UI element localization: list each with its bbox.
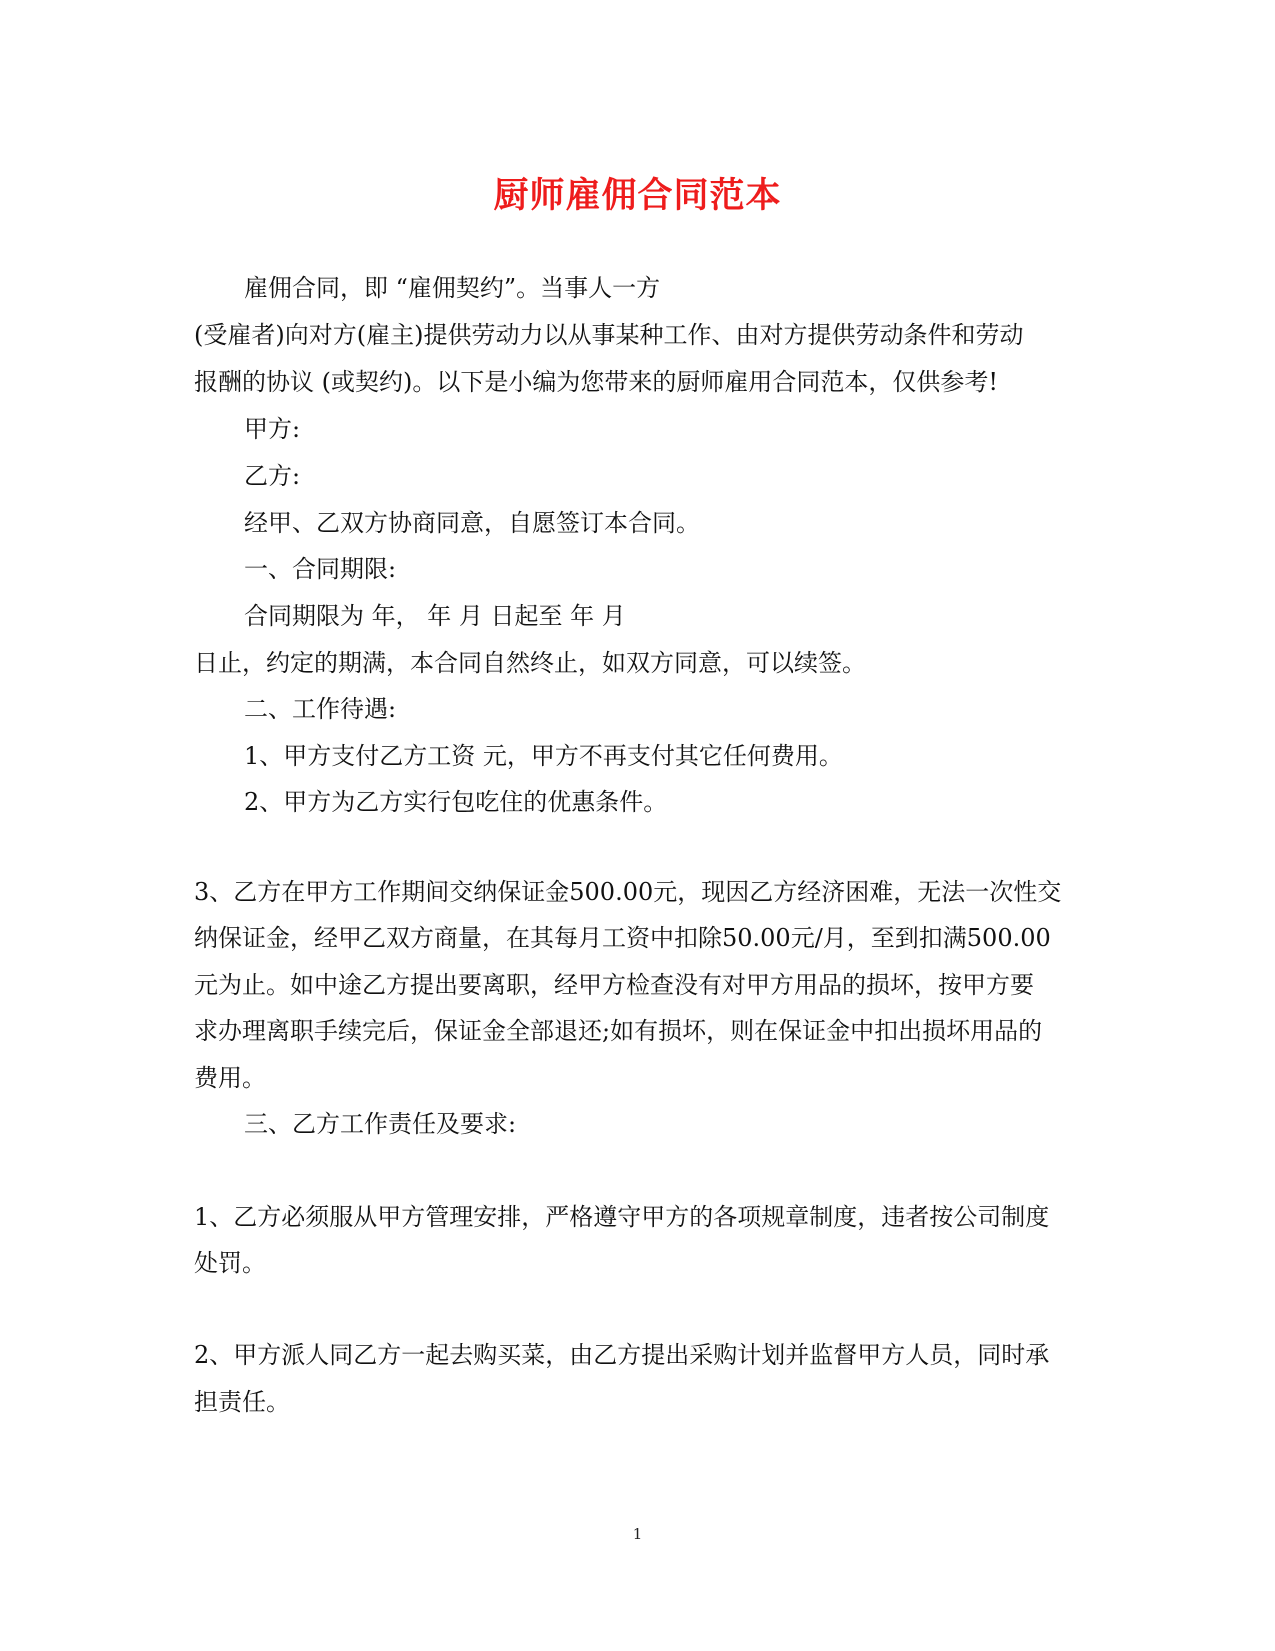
- paragraph-line: 报酬的协议 (或契约)。以下是小编为您带来的厨师雇用合同范本，仅供参考!: [194, 368, 998, 396]
- paragraph-line: 3、乙方在甲方工作期间交纳保证金500.00元，现因乙方经济困难，无法一次性交: [194, 878, 1062, 906]
- paragraph-line: 2、甲方为乙方实行包吃住的优惠条件。: [244, 788, 668, 816]
- section-heading: 一、合同期限:: [244, 555, 397, 583]
- paragraph-line: 求办理离职手续完后，保证金全部退还;如有损坏，则在保证金中扣出损坏用品的: [194, 1017, 1043, 1045]
- paragraph-line: 1、甲方支付乙方工资 元，甲方不再支付其它任何费用。: [244, 742, 843, 770]
- paragraph-line: 担责任。: [194, 1388, 290, 1416]
- paragraph-line: 雇佣合同，即 “雇佣契约”。当事人一方: [244, 274, 661, 302]
- page-title: 厨师雇佣合同范本: [493, 175, 782, 216]
- paragraph-line: 处罚。: [194, 1249, 266, 1277]
- paragraph-line: 经甲、乙双方协商同意，自愿签订本合同。: [244, 509, 700, 537]
- paragraph-line: 日止，约定的期满，本合同自然终止，如双方同意，可以续签。: [194, 649, 866, 677]
- paragraph-line: 费用。: [194, 1064, 266, 1092]
- section-heading: 三、乙方工作责任及要求:: [244, 1110, 517, 1138]
- paragraph-line: 2、甲方派人同乙方一起去购买菜，由乙方提出采购计划并监督甲方人员，同时承: [194, 1341, 1050, 1369]
- paragraph-line: 合同期限为 年， 年 月 日起至 年 月: [244, 602, 626, 630]
- paragraph-line: 1、乙方必须服从甲方管理安排，严格遵守甲方的各项规章制度，违者按公司制度: [194, 1203, 1050, 1231]
- page-number: 1: [632, 1525, 643, 1543]
- party-a-label: 甲方:: [244, 415, 301, 443]
- section-heading: 二、工作待遇:: [244, 695, 397, 723]
- paragraph-line: (受雇者)向对方(雇主)提供劳动力以从事某种工作、由对方提供劳动条件和劳动: [194, 321, 1024, 349]
- party-b-label: 乙方:: [244, 462, 301, 490]
- paragraph-line: 纳保证金，经甲乙双方商量，在其每月工资中扣除50.00元/月，至到扣满500.00: [194, 924, 1051, 952]
- paragraph-line: 元为止。如中途乙方提出要离职，经甲方检查没有对甲方用品的损坏，按甲方要: [194, 971, 1034, 999]
